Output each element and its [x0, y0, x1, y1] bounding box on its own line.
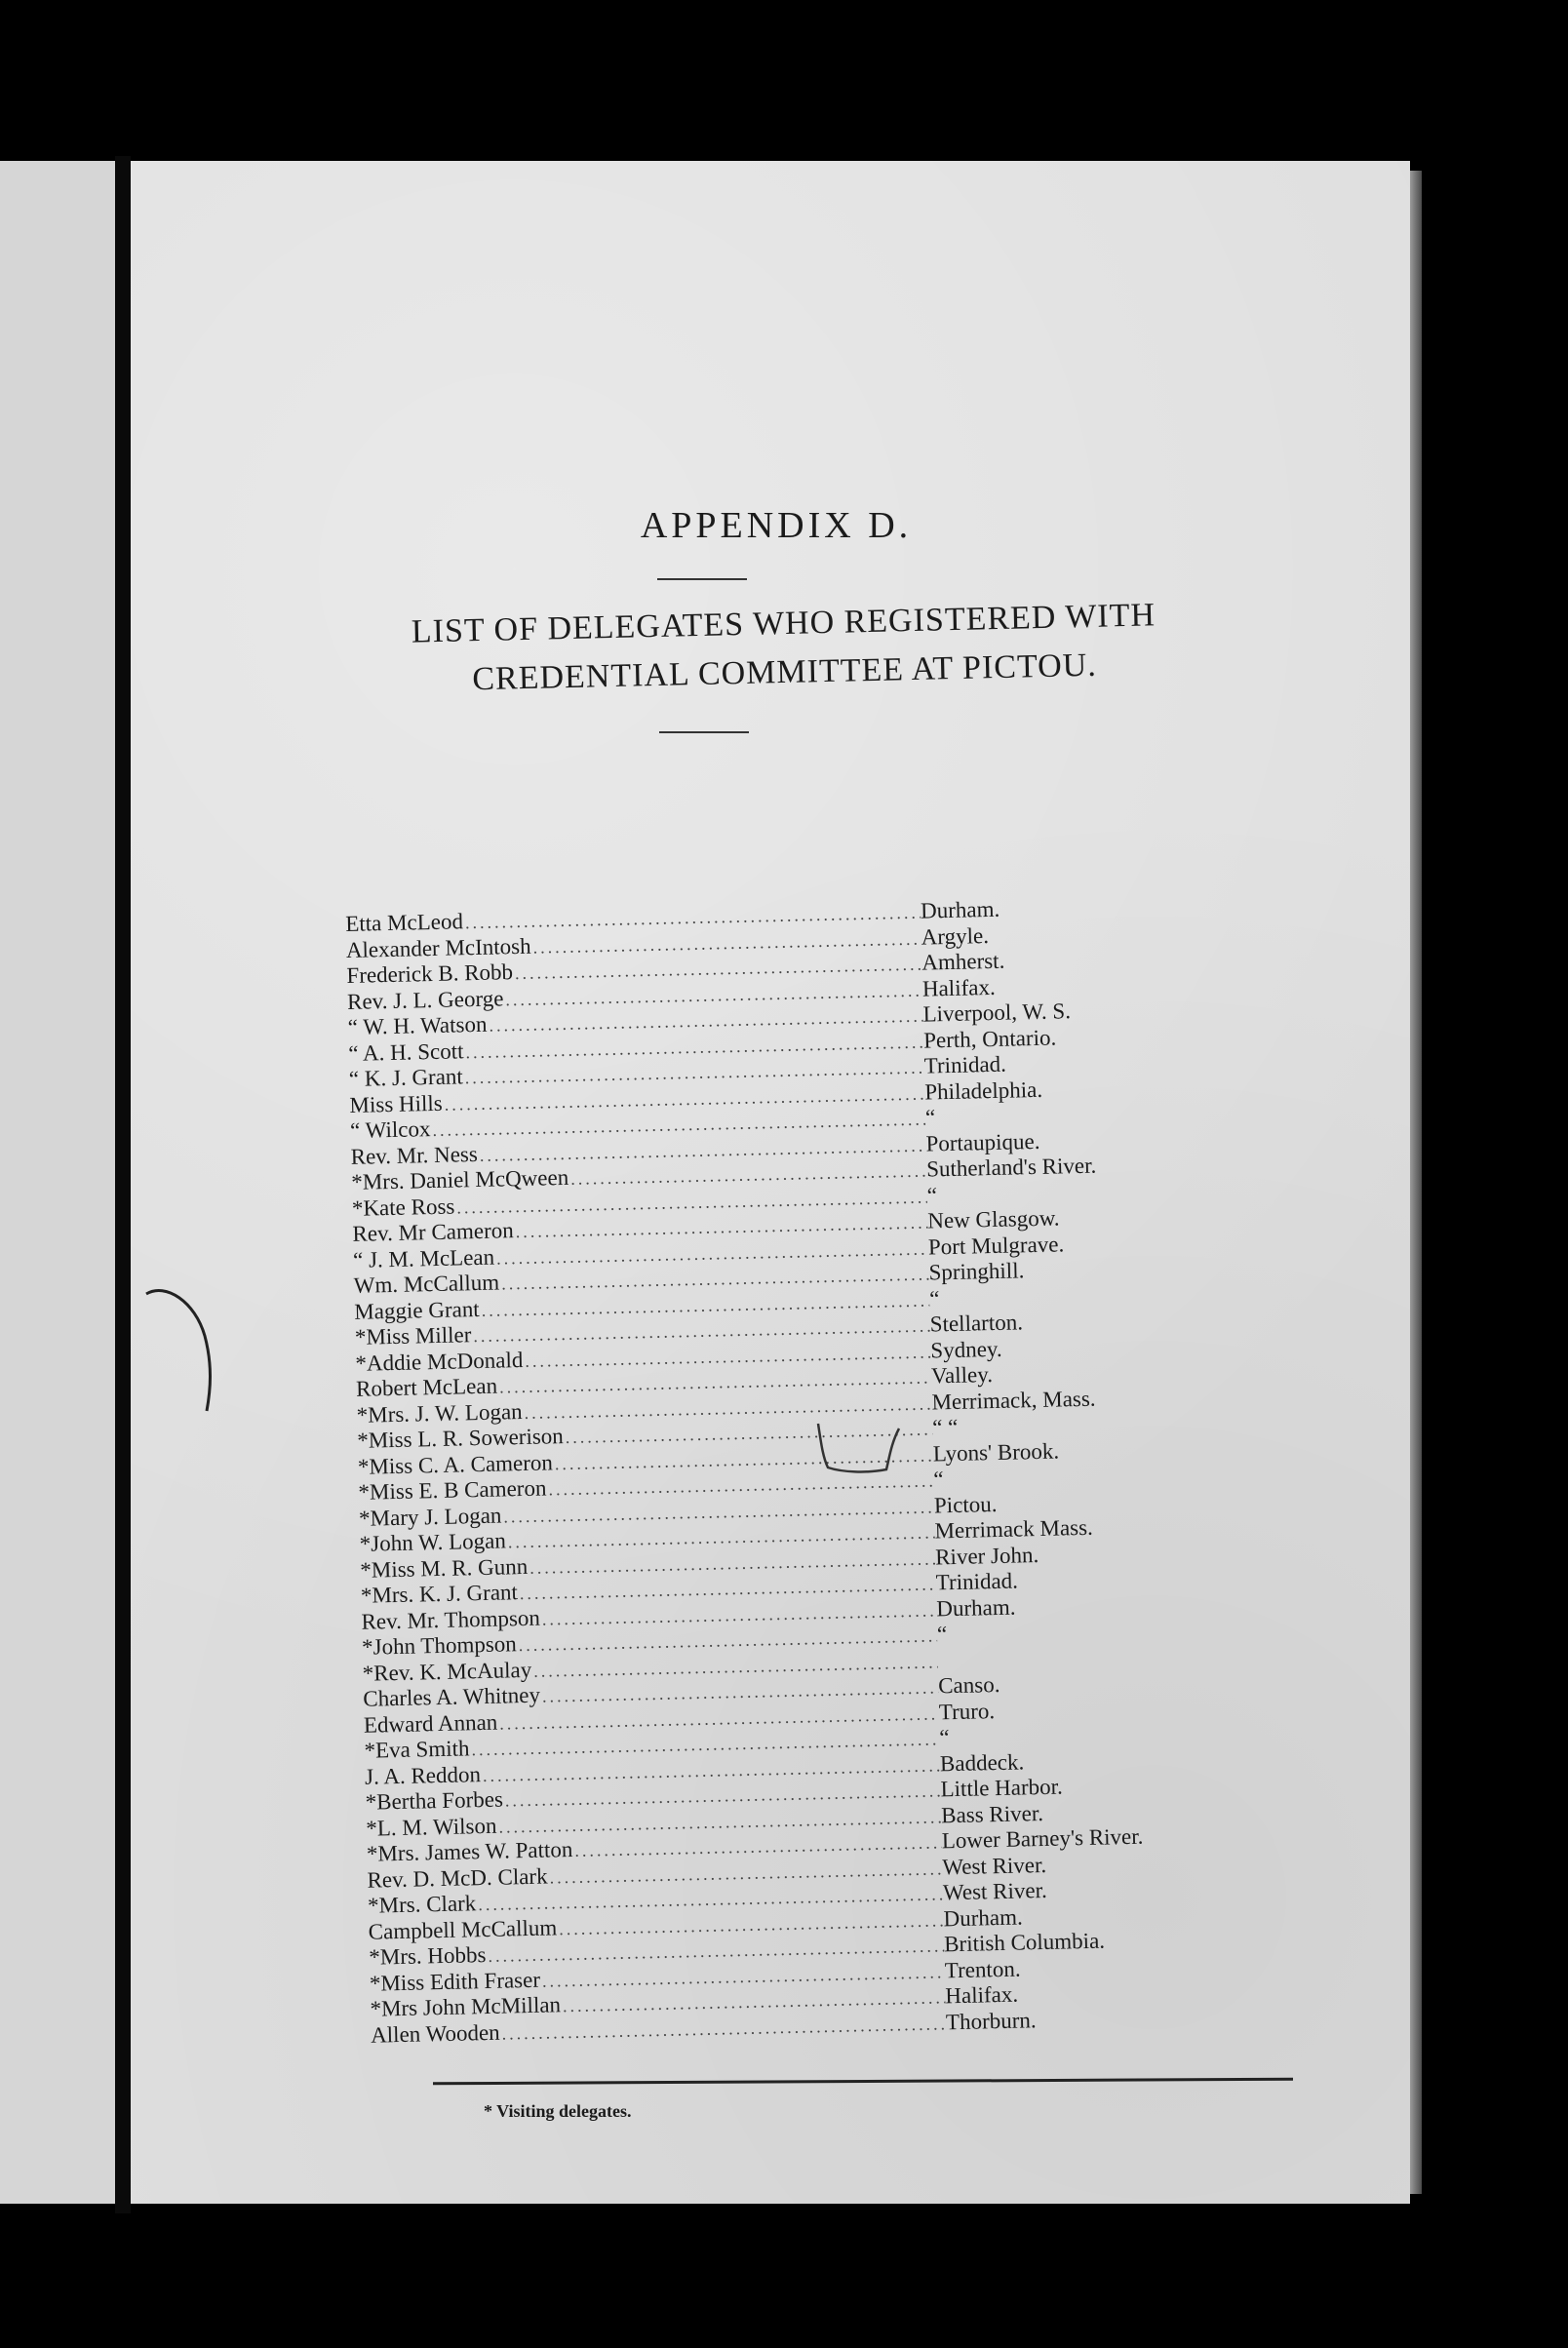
delegate-name: *Addie McDonald	[355, 1347, 524, 1376]
delegate-place: Pictou.	[933, 1491, 998, 1517]
delegate-place: Durham.	[943, 1904, 1023, 1931]
delegate-place: Trenton.	[944, 1956, 1021, 1982]
delegate-place: Portaupique.	[925, 1128, 1040, 1156]
delegate-name: Frederick B. Robb	[346, 959, 514, 988]
heading-rule-bottom	[659, 731, 749, 733]
delegate-place: West River.	[942, 1877, 1047, 1905]
delegate-place: Trinidad.	[935, 1568, 1019, 1595]
list-heading-line-2: CREDENTIAL COMMITTEE AT PICTOU.	[471, 646, 1098, 698]
delegate-name: Alexander McIntosh	[345, 933, 531, 962]
delegate-place: Amherst.	[921, 948, 1005, 975]
delegate-place: Merrimack, Mass.	[931, 1386, 1096, 1414]
delegate-place: New Glasgow.	[927, 1205, 1060, 1233]
delegate-name: *Mrs John McMillan	[370, 1992, 562, 2021]
delegate-place: River John.	[934, 1542, 1039, 1569]
book-gutter	[115, 156, 131, 2213]
heading-rule-top	[657, 578, 747, 580]
delegate-place: Argyle.	[921, 922, 990, 950]
delegate-place: “	[936, 1622, 948, 1647]
delegate-name: *Bertha Forbes	[365, 1786, 504, 1815]
delegate-name: *Mrs. Clark	[367, 1891, 477, 1918]
delegate-place: Halifax.	[945, 1981, 1019, 2009]
delegate-name: Robert McLean	[355, 1373, 498, 1401]
delegate-name: *Miss L. R. Sowerison	[357, 1424, 565, 1453]
delegate-name: *Mrs. K. J. Grant	[360, 1580, 519, 1608]
delegate-name: “ J. M. McLean	[352, 1244, 495, 1272]
delegate-name: *Miss Miller	[354, 1322, 472, 1350]
delegate-name: Etta McLeod	[345, 909, 464, 936]
delegate-place: Durham.	[920, 896, 1000, 923]
delegate-place: British Columbia.	[943, 1928, 1106, 1957]
delegate-place: Trinidad.	[923, 1051, 1007, 1078]
facing-page-edge	[0, 161, 115, 2204]
delegate-place: Halifax.	[921, 974, 996, 1001]
footnote: * Visiting delegates.	[484, 2101, 632, 2121]
delegate-name: J. A. Reddon	[364, 1761, 482, 1789]
list-heading-line-1: LIST OF DELEGATES WHO REGISTERED WITH	[411, 597, 1156, 650]
delegate-place: Springhill.	[928, 1258, 1025, 1285]
delegate-name: Campbell McCallum	[368, 1914, 558, 1944]
delegate-name: *Mrs. Hobbs	[369, 1942, 487, 1970]
delegate-place: Lyons' Brook.	[932, 1438, 1060, 1466]
appendix-heading: APPENDIX D.	[640, 505, 913, 546]
delegate-name: *Miss C. A. Cameron	[357, 1449, 554, 1479]
delegate-place: Valley.	[930, 1362, 994, 1389]
delegate-name: “ A. H. Scott	[348, 1037, 464, 1066]
document-page	[131, 161, 1410, 2204]
delegate-name: Allen Wooden	[370, 2019, 500, 2048]
delegate-name: Miss Hills	[349, 1090, 443, 1117]
delegate-name: Maggie Grant	[354, 1296, 480, 1324]
delegate-name: *Mrs. Daniel McQween	[351, 1164, 569, 1194]
delegate-place: Sutherland's River.	[925, 1153, 1097, 1182]
delegate-name: *Mrs. J. W. Logan	[356, 1398, 523, 1428]
leader-dots	[499, 2014, 946, 2044]
delegate-name: *Miss E. B Cameron	[358, 1475, 547, 1505]
delegate-name: “ Wilcox	[349, 1116, 431, 1143]
pencil-mark-check	[813, 1419, 921, 1487]
delegate-place: “	[926, 1182, 938, 1208]
delegate-name: Rev. Mr. Thompson	[361, 1605, 541, 1634]
delegate-name: *L. M. Wilson	[366, 1813, 497, 1841]
delegate-name: Rev. J. L. George	[346, 985, 504, 1014]
delegate-name: *Miss M. R. Gunn	[360, 1553, 529, 1583]
delegate-name: Charles A. Whitney	[363, 1682, 541, 1711]
delegate-name: Rev. D. McD. Clark	[367, 1863, 548, 1893]
delegate-name: “ W. H. Watson	[347, 1011, 488, 1039]
delegate-place: Perth, Ontario.	[922, 1024, 1057, 1053]
delegate-list	[345, 892, 1229, 2049]
delegate-place: “	[928, 1285, 940, 1311]
pencil-bracket-mark	[137, 1282, 234, 1419]
delegate-place	[938, 1661, 1221, 1667]
delegate-name: *Miss Edith Fraser	[369, 1967, 541, 1996]
delegate-place: Lower Barney's River.	[941, 1823, 1144, 1854]
delegate-place: “ “	[931, 1414, 959, 1440]
delegate-name: *Rev. K. McAulay	[362, 1657, 532, 1686]
delegate-name: *Mrs. James W. Patton	[366, 1836, 573, 1866]
delegate-place: Little Harbor.	[940, 1774, 1064, 1802]
footer-rule	[433, 2078, 1293, 2086]
delegate-name: *Eva Smith	[364, 1736, 470, 1763]
delegate-place: Canso.	[937, 1671, 1000, 1699]
delegate-place: Merrimack Mass.	[934, 1514, 1094, 1544]
delegate-name: Edward Annan	[363, 1709, 498, 1738]
delegate-place: Bass River.	[940, 1800, 1044, 1827]
delegate-name: *John W. Logan	[359, 1528, 507, 1556]
page-edge-shadow	[1410, 171, 1422, 2194]
delegate-name: *Kate Ross	[351, 1194, 455, 1221]
delegate-name: Rev. Mr. Ness	[350, 1141, 479, 1169]
delegate-place: West River.	[942, 1852, 1047, 1879]
delegate-place: Philadelphia.	[924, 1076, 1043, 1105]
delegate-name: Wm. McCallum	[353, 1270, 500, 1298]
delegate-place: Durham.	[936, 1594, 1016, 1621]
delegate-place: Stellarton.	[929, 1310, 1024, 1337]
delegate-place: “	[939, 1725, 950, 1750]
delegate-name: “ K. J. Grant	[348, 1064, 464, 1091]
delegate-place: Port Mulgrave.	[927, 1231, 1065, 1260]
delegate-place: “	[924, 1105, 936, 1130]
delegate-name: *Mary J. Logan	[358, 1503, 502, 1531]
delegate-name: Rev. Mr Cameron	[352, 1218, 514, 1246]
delegate-place: “	[933, 1467, 944, 1492]
list-heading	[247, 588, 1321, 710]
delegate-place: Liverpool, W. S.	[922, 998, 1072, 1027]
delegate-place: Sydney.	[930, 1336, 1002, 1362]
delegate-place: Thorburn.	[945, 2007, 1037, 2034]
delegate-name: *John Thompson	[361, 1631, 518, 1660]
delegate-place: Baddeck.	[939, 1748, 1025, 1776]
delegate-place: Truro.	[938, 1698, 996, 1724]
